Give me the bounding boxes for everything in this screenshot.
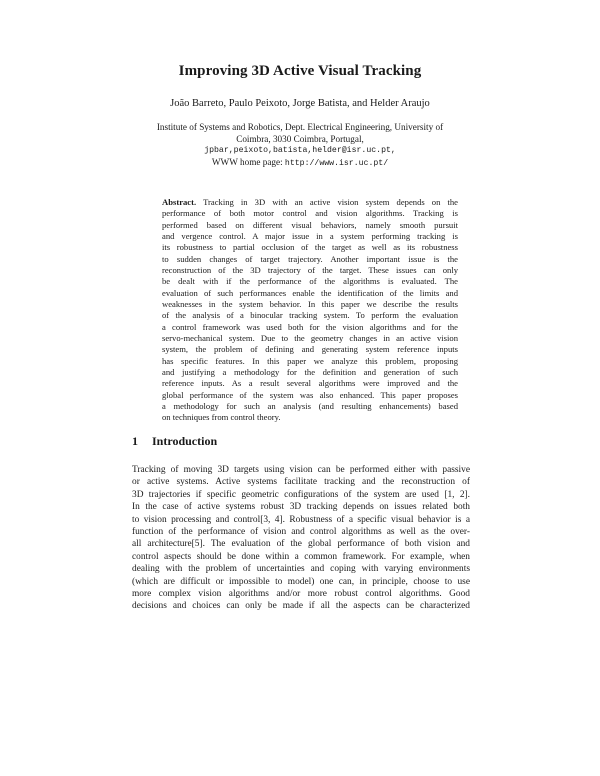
body-line: In the case of active systems robust 3D tracking depends on issues related both [132,502,470,513]
body-line: decisions and choices can only be made if all the aspects can be characterized [132,601,470,612]
abstract-line-text: Tracking in 3D with an active vision system depends on the [196,197,458,207]
author-emails: jpbar,peixoto,batista,helder@isr.uc.pt, [204,146,396,156]
abstract-heading: Abstract. [162,197,197,207]
abstract-line: reference inputs. As a result several algorithms were improved and the [162,378,458,389]
abstract-line: servo-mechanical system. Due to the geometry changes in an active vision [162,332,458,343]
abstract-line: on techniques from control theory. [162,412,281,423]
affiliation-line: Coimbra, 3030 Coimbra, Portugal, [236,133,364,144]
abstract [162,197,458,424]
body-line: (which are difficult or impossible to model) one can, in principle, choose to use [132,576,470,587]
abstract-line: has specific features. In this paper we analyze this problem, proposing [162,355,458,366]
section-title: Introduction [152,434,218,448]
body-line: dealing with the problem of uncertainties and coping with varying environments [132,564,470,575]
abstract-line [162,197,458,208]
homepage-line [150,157,450,170]
abstract-line: its robustness to partial occlusion of the target as well as its robustness [162,242,458,253]
abstract-line: performed based on different visual behaviors, namely smooth pursuit [162,219,458,230]
homepage-url[interactable]: http://www.isr.uc.pt/ [284,158,389,168]
body-line: function of the performance of vision and control algorithms as well as the over- [132,526,470,537]
homepage-label: WWW home page: [211,156,285,167]
section-number: 1 [132,434,138,448]
affiliation-line: Institute of Systems and Robotics, Dept. Electrical Engineering, University of [156,122,444,132]
abstract-line: of the analysis of a binocular tracking system. To perform the evaluation [162,310,458,321]
abstract-line: a methodology for such an analysis (and resulting enhancements) based [162,400,458,411]
body-line: Tracking of moving 3D targets using vision can be performed either with passive [132,465,470,475]
abstract-line: evaluation of such performances enable the identification of the limits and [162,287,458,298]
abstract-line: and vergence control. A major issue in a system performing tracking is [162,230,458,241]
abstract-line: reconstruction of the 3D trajectory of the target. These issues can only [162,264,458,275]
abstract-line: a control framework was used both for the vision algorithms and for the [162,321,458,332]
abstract-line: weaknesses in the system behavior. In this paper we describe the results [162,298,458,309]
body-line: or active systems. Active systems facilitate tracking and the reconstruction of [132,477,470,488]
abstract-line: system, the problem of defining and generating system reference inputs [162,344,458,355]
body-line: all architecture[5]. The evaluation of the global performance of both vision and [132,539,470,550]
abstract-line: be dealt with if the performance of the algorithms is evaluated. The [162,276,458,287]
abstract-line: and justifying a methodology for the definition and generation of such [162,366,458,377]
body-line: more complex vision algorithms and/or more robust control algorithms. Good [132,588,470,599]
body-line: to vision processing and control[3, 4]. Robustness of a specific visual behavior is a [132,514,470,525]
author-list: João Barreto, Paulo Peixoto, Jorge Batista, and Helder Araujo [170,98,430,109]
body-line: 3D trajectories if specific geometric configurations of the system are used [1, 2]. [132,489,470,500]
body-text [132,464,470,613]
section-heading [132,434,217,449]
abstract-line: performance of both motor control and vision algorithms. Tracking is [162,208,458,219]
body-line: control aspects should be done within a common framework. For example, when [132,551,470,562]
abstract-line: global performance of the system was also enhanced. This paper proposes [162,389,458,400]
affiliation-block [150,122,450,169]
paper-title: Improving 3D Active Visual Tracking [178,63,422,79]
abstract-line: to sudden changes of target trajectory. Another important issue is the [162,253,458,264]
